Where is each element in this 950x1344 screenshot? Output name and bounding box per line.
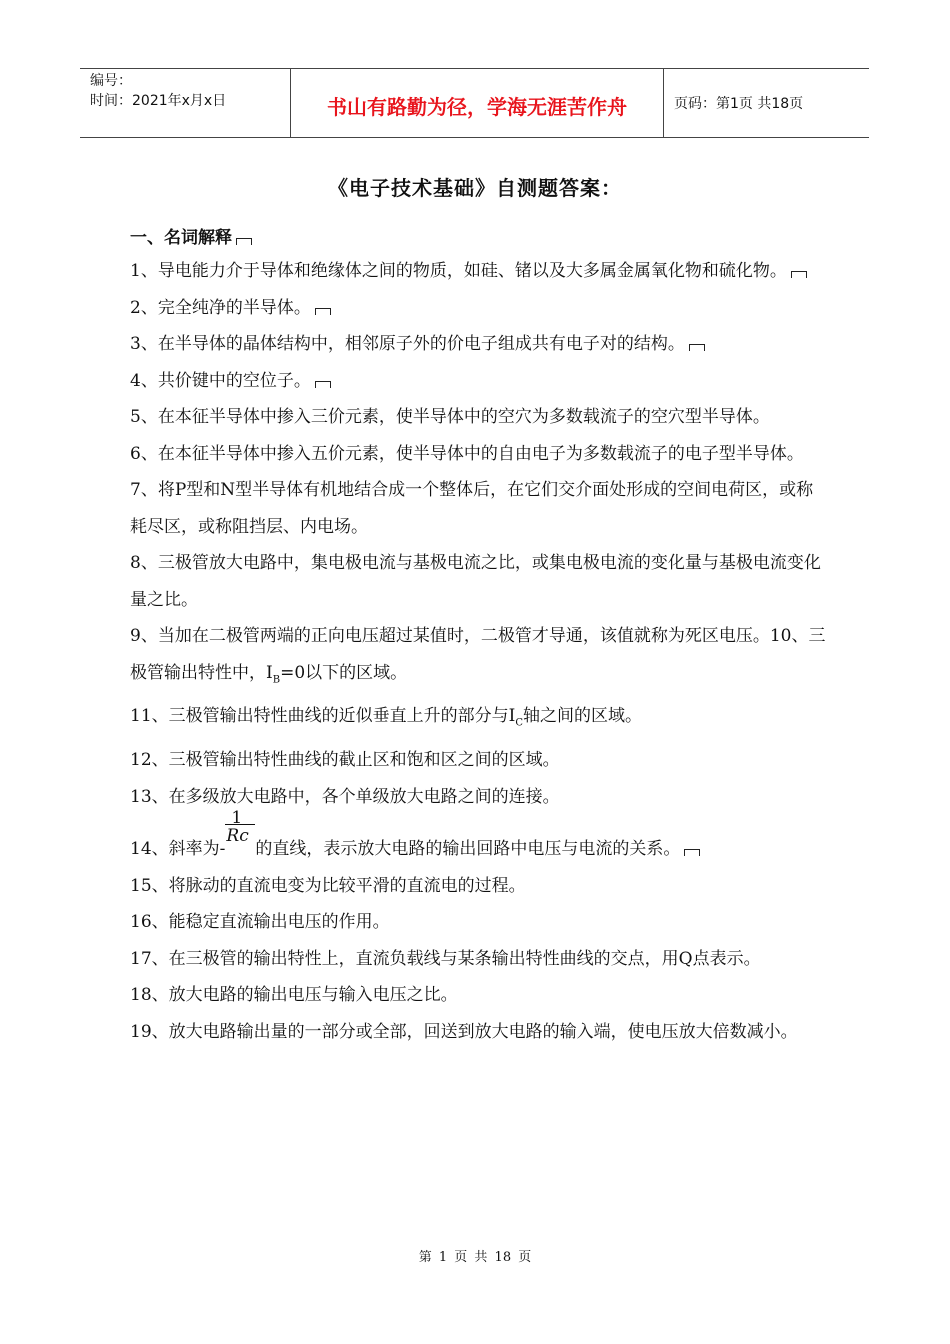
answer-item: 15、将脉动的直流电变为比较平滑的直流电的过程。 [130,875,526,896]
motto-text: 书山有路勤为径，学海无涯苦作舟 [327,94,627,119]
answer-item: 11、三极管输出特性曲线的近似垂直上升的部分与$I_C$轴之间的区域。 [130,706,643,729]
subscript-c: C [515,717,524,729]
answer-body [130,253,830,1050]
answer-item-formula: 14、斜率为- 1 Rc 的直线，表示放大电路的输出回路中电压与电流的关系。 [130,831,830,868]
answer-item: 3、在半导体的晶体结构中，相邻原子外的价电子组成共有电子对的结构。 [130,326,830,363]
answer-item: 5、在本征半导体中掺入三价元素，使半导体中的空穴为多数载流子的空穴型半导体。 [130,407,770,427]
fraction-bar [225,824,255,825]
paragraph-mark-icon [315,381,331,388]
answer-item: 4、共价键中的空位子。 [130,363,830,400]
subscript-b: B [272,673,281,685]
fraction-numerator: 1 [231,808,243,829]
header-table [80,68,869,138]
paragraph-mark-icon [689,344,705,351]
answer-item: 6、在本征半导体中掺入五价元素，使半导体中的自由电子为多数载流子的电子型半导体。 [130,443,804,464]
number-label: 编号： [90,73,132,89]
time-label: 时间：2021年x月x日 [90,93,227,109]
answer-item: 8、三极管放大电路中，集电极电流与基极电流之比，或集电极电流的变化量与基极电流变化量之比。 [130,553,821,610]
section-heading-text: 一、名词解释 [130,228,232,248]
fraction [225,808,255,854]
answer-item: 9、当加在二极管两端的正向电压超过某值时，二极管才导通，该值就称为死区电压。10、三极管输出特性中，$I_B=0$以下的区域。 [130,626,826,685]
document-title: 《电子技术基础》自测题答案： [328,176,622,200]
answer-item: 18、放大电路的输出电压与输入电压之比。 [130,985,458,1006]
answer-item: 2、完全纯净的半导体。 [130,290,830,327]
answer-item: 17、在三极管的输出特性上，直流负载线与某条输出特性曲线的交点，用Q点表示。 [130,948,761,969]
answer-item: 19、放大电路输出量的一部分或全部，回送到放大电路的输入端，使电压放大倍数减小。 [130,1021,798,1042]
page-footer: 第 1 页 共 18 页 [418,1250,532,1265]
fraction-denominator: Rc [226,826,249,847]
page-info-text: 页码：第1页 共18页 [674,96,804,112]
header-motto [291,69,664,137]
answer-item: 7、将P型和N型半导体有机地结合成一个整体后，在它们交介面处形成的空间电荷区，或称耗尽区，或称阻挡层、内电场。 [130,480,814,537]
header-page-info [664,69,869,137]
answer-item: 12、三极管输出特性曲线的截止区和饱和区之间的区域。 [130,750,560,771]
section-heading [130,223,252,248]
paragraph-mark-icon [791,271,807,278]
paragraph-mark-icon [236,238,252,245]
paragraph-mark-icon [684,849,700,856]
paragraph-mark-icon [315,308,331,315]
answer-item: 16、能稳定直流输出电压的作用。 [130,912,390,933]
answer-item: 1、导电能力介于导体和绝缘体之间的物质，如硅、锗以及大多属金属氧化物和硫化物。 [130,253,830,290]
header-meta [80,69,291,137]
answer-item: 13、在多级放大电路中，各个单级放大电路之间的连接。 [130,786,560,807]
